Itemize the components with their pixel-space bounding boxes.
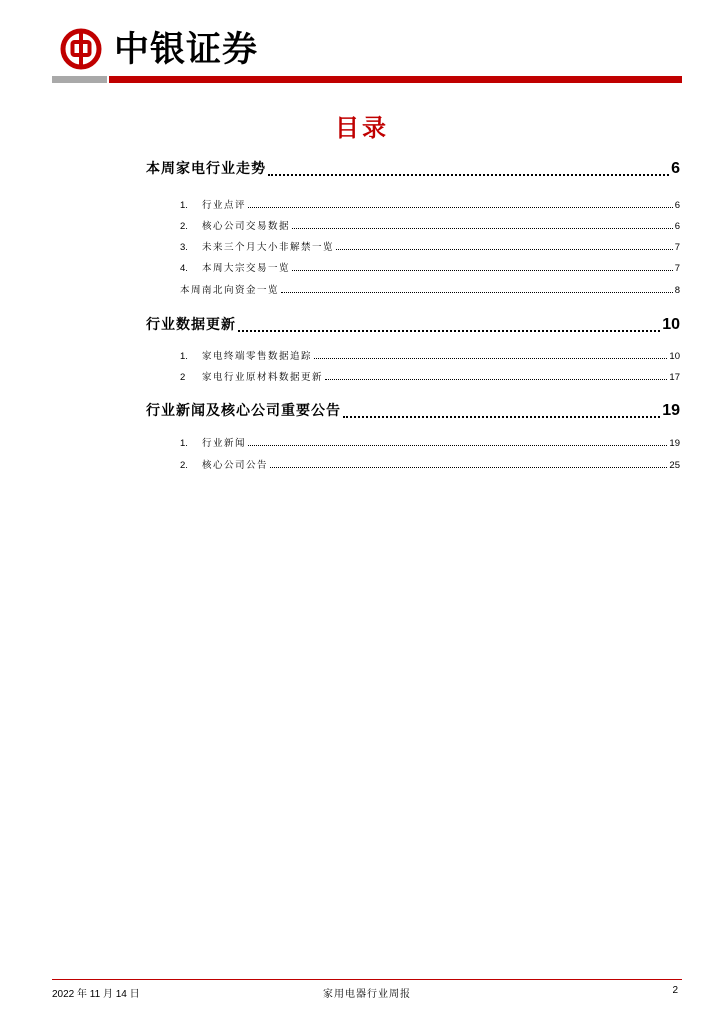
toc-leader-dots [268, 173, 669, 176]
toc-section-3[interactable] [146, 400, 680, 420]
toc-page-number: 17 [669, 372, 680, 383]
page-header [52, 28, 682, 84]
toc-page-number: 6 [674, 221, 680, 232]
toc-leader-dots [292, 227, 673, 229]
toc-page-number: 6 [671, 160, 680, 177]
toc-section-2[interactable] [146, 314, 680, 334]
toc-item[interactable] [180, 218, 680, 232]
toc-item-number: 2. [180, 460, 188, 471]
toc-page-number: 7 [674, 242, 680, 253]
toc-item-label: 家电终端零售数据追踪 [202, 351, 313, 362]
toc-item-number: 4. [180, 263, 188, 274]
toc-item-label: 未来三个月大小非解禁一览 [202, 242, 335, 253]
toc-item[interactable] [180, 457, 680, 471]
report-name: 家用电器行业周报 [323, 989, 411, 1000]
page-number: 2 [672, 985, 678, 996]
toc-item-number: 1. [180, 438, 188, 449]
toc-section-label: 本周家电行业走势 [146, 161, 266, 177]
toc-page-number: 25 [669, 460, 680, 471]
toc-page-number: 10 [662, 316, 680, 333]
toc-page-number: 19 [662, 402, 680, 419]
toc-leader-dots [314, 357, 667, 359]
toc-page-number: 8 [674, 285, 680, 296]
toc-item-label: 行业新闻 [202, 438, 247, 449]
toc-item-number: 2 [180, 372, 186, 383]
toc-item-label: 家电行业原材料数据更新 [202, 372, 324, 383]
toc-page-number: 7 [674, 263, 680, 274]
toc-item[interactable] [180, 369, 680, 383]
toc-leader-dots [336, 248, 673, 250]
toc-item[interactable] [180, 348, 680, 362]
toc-leader-dots [325, 378, 667, 380]
report-date: 2022 年 11 月 14 日 [52, 989, 140, 1000]
page-footer [52, 979, 682, 1000]
brand-name: 中银证券 [114, 29, 259, 70]
toc-item-number: 3. [180, 242, 188, 253]
toc-item-label: 行业点评 [202, 200, 247, 211]
toc-page-number: 19 [669, 438, 680, 449]
toc-item[interactable] [180, 239, 680, 253]
toc-item[interactable] [180, 435, 680, 449]
toc-item[interactable] [180, 260, 680, 274]
toc-item[interactable] [180, 282, 680, 296]
toc-page-number: 10 [669, 351, 680, 362]
toc-title: 目录 [335, 113, 389, 142]
toc-leader-dots [248, 206, 673, 208]
toc-section-label: 行业数据更新 [146, 317, 236, 333]
toc-leader-dots [238, 329, 660, 332]
toc-item-number: 2. [180, 221, 188, 232]
toc-page-number: 6 [674, 200, 680, 211]
toc-item-label: 本周南北向资金一览 [180, 285, 280, 296]
toc-leader-dots [281, 291, 673, 293]
toc-leader-dots [270, 466, 667, 468]
bank-of-china-logo-icon [60, 28, 102, 70]
toc-section-label: 行业新闻及核心公司重要公告 [146, 403, 341, 419]
toc-leader-dots [292, 269, 673, 271]
toc-section-1[interactable] [146, 158, 680, 178]
toc-item[interactable] [180, 197, 680, 211]
toc-item-label: 核心公司交易数据 [202, 221, 291, 232]
toc-item-number: 1. [180, 351, 188, 362]
toc-item-number: 1. [180, 200, 188, 211]
header-rule-red [109, 76, 682, 83]
toc-item-label: 核心公司公告 [202, 460, 269, 471]
header-rule-grey [52, 76, 107, 83]
toc-leader-dots [248, 444, 667, 446]
toc-item-label: 本周大宗交易一览 [202, 263, 291, 274]
toc-leader-dots [343, 415, 660, 418]
